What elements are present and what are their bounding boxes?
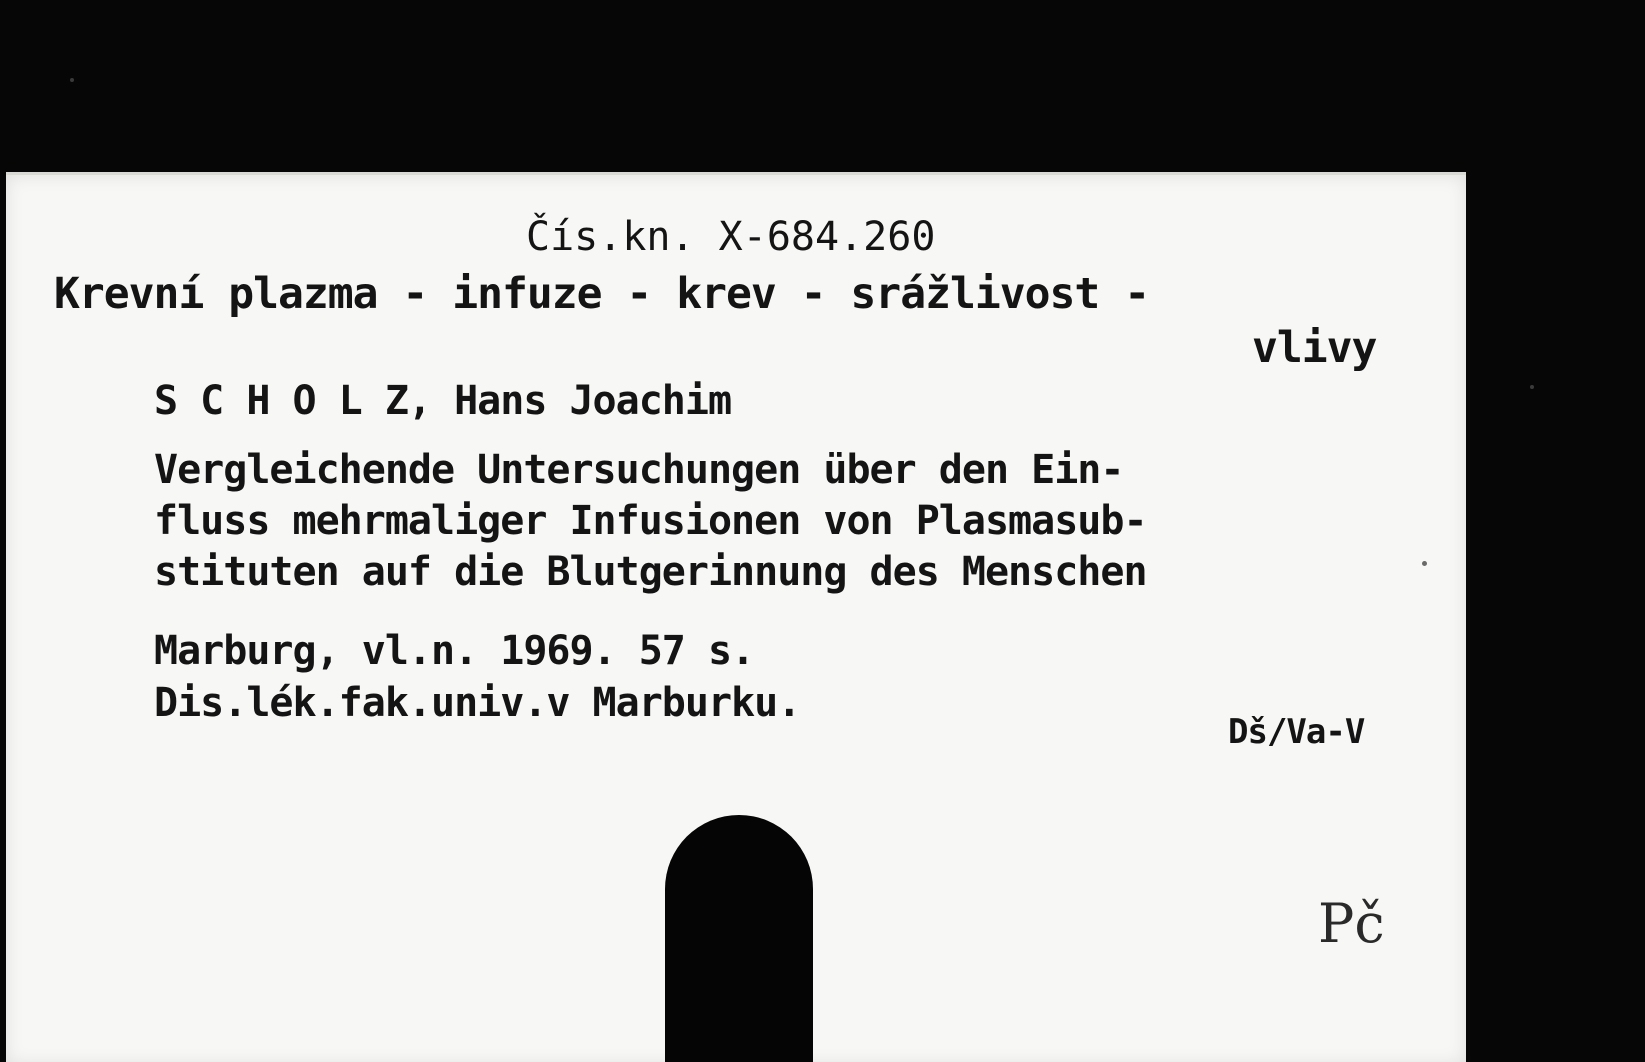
subject-headings-line-1: Krevní plazma - infuze - krev - srážlivost - — [54, 269, 1150, 319]
dust-speck — [1530, 385, 1534, 389]
call-number: Čís.kn. X-684.260 — [526, 214, 936, 260]
dust-speck — [70, 78, 74, 82]
catalog-card — [6, 172, 1466, 1062]
subject-headings-line-2: vlivy — [1252, 323, 1377, 373]
shelf-mark: Dš/Va-V — [1228, 712, 1365, 752]
dissertation-note: Dis.lék.fak.univ.v Marburku. — [154, 680, 801, 726]
ink-speck — [1422, 561, 1427, 566]
author-name: S C H O L Z, Hans Joachim — [154, 378, 732, 424]
punch-hole — [665, 815, 813, 1062]
cataloger-initials: Pč — [1318, 892, 1385, 955]
imprint: Marburg, vl.n. 1969. 57 s. — [154, 628, 755, 674]
work-title: Vergleichende Untersuchungen über den Ein- fluss mehrmaliger Infusionen von Plasmasub- stituten auf die Blutgerinnung des Menschen — [154, 447, 1147, 595]
